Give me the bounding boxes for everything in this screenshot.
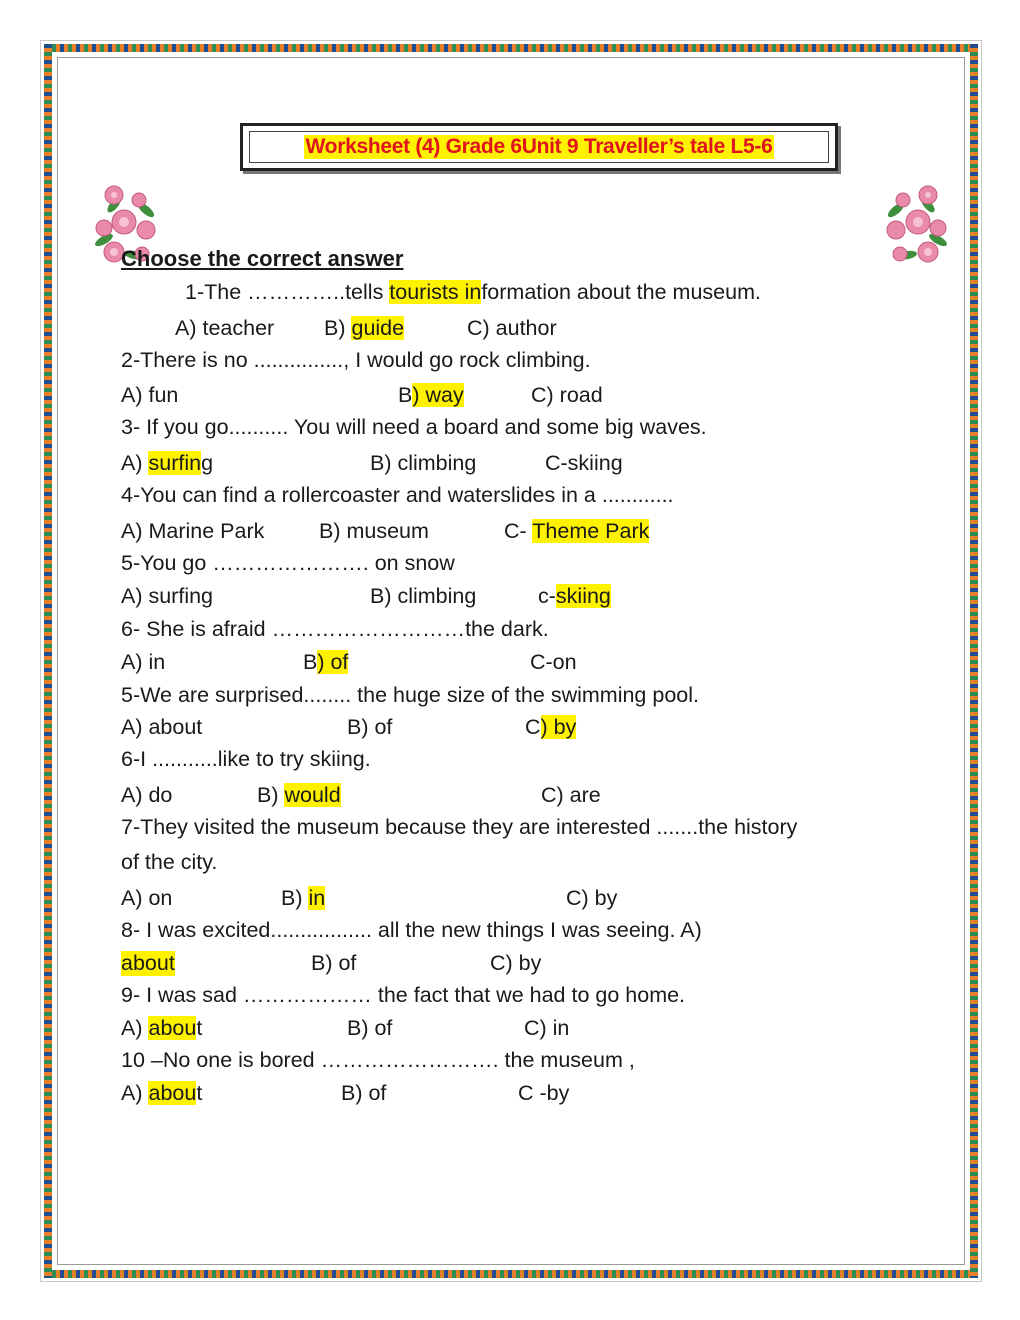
- question-8: 6-I ...........like to try skiing.: [121, 747, 371, 771]
- q3-option-b[interactable]: B) climbing: [370, 451, 477, 475]
- option-label: B): [324, 316, 352, 340]
- q1-option-c[interactable]: C) author: [467, 316, 557, 340]
- q7-option-c[interactable]: [525, 715, 576, 740]
- q6-option-b[interactable]: [303, 650, 348, 675]
- q12-option-c[interactable]: C -by: [518, 1081, 570, 1105]
- q5-option-c[interactable]: [538, 584, 611, 609]
- highlighted-answer: in: [308, 886, 326, 910]
- q4-option-a[interactable]: A) Marine Park: [121, 519, 265, 543]
- q9-option-a[interactable]: A) on: [121, 886, 173, 910]
- highlighted-answer: Theme Park: [532, 519, 650, 543]
- q8-option-a[interactable]: A) do: [121, 783, 173, 807]
- highlighted-answer: guide: [351, 316, 405, 340]
- highlighted-answer: ) way: [412, 383, 464, 407]
- highlighted-answer: abou: [148, 1016, 197, 1040]
- question-5: 5-You go …………………. on snow: [121, 551, 455, 575]
- q12-option-b[interactable]: B) of: [341, 1081, 387, 1105]
- q1-option-a[interactable]: A) teacher: [175, 316, 275, 340]
- q3-option-c[interactable]: C-skiing: [545, 451, 623, 475]
- q6-option-a[interactable]: A) in: [121, 650, 166, 674]
- q11-option-a[interactable]: [121, 1016, 202, 1041]
- q2-option-c[interactable]: C) road: [531, 383, 603, 407]
- question-2: 2-There is no ..............., I would go rock climbing.: [121, 348, 591, 372]
- option-label: t: [196, 1016, 203, 1040]
- option-label: c-: [538, 584, 556, 608]
- highlighted-answer: would: [284, 783, 341, 807]
- q9-option-c[interactable]: C) by: [566, 886, 618, 910]
- question-text: 1-The …………..tells: [185, 280, 390, 304]
- question-6: 6- She is afraid ………………………the dark.: [121, 617, 549, 641]
- flower-decoration-right-icon: [868, 180, 958, 270]
- option-label: A): [121, 1016, 149, 1040]
- option-label: A): [121, 451, 149, 475]
- border-stripe-bottom: [44, 1270, 978, 1278]
- question-1: [185, 280, 761, 305]
- option-label: A): [121, 1081, 149, 1105]
- question-3: 3- If you go.......... You will need a board and some big waves.: [121, 415, 707, 439]
- option-label: B): [281, 886, 309, 910]
- highlighted-answer: skiing: [555, 584, 611, 608]
- option-label: B): [257, 783, 285, 807]
- q6-option-c[interactable]: C-on: [530, 650, 577, 674]
- question-text: formation about the museum.: [481, 280, 761, 304]
- q2-option-b[interactable]: [398, 383, 464, 408]
- highlighted-text: tourists in: [389, 280, 482, 304]
- q2-option-a[interactable]: A) fun: [121, 383, 179, 407]
- highlighted-answer: abou: [148, 1081, 197, 1105]
- highlighted-answer: ) by: [540, 715, 577, 739]
- question-9-continued: of the city.: [121, 850, 218, 874]
- q5-option-b[interactable]: B) climbing: [370, 584, 477, 608]
- instructions-heading: Choose the correct answer: [121, 246, 404, 271]
- q10-option-a[interactable]: about: [121, 951, 175, 975]
- option-label: C-: [504, 519, 533, 543]
- option-label: B: [398, 383, 413, 407]
- border-stripe-left: [44, 44, 52, 1278]
- q10-option-b[interactable]: B) of: [311, 951, 357, 975]
- question-4: 4-You can find a rollercoaster and waterslides in a ............: [121, 483, 674, 507]
- question-7: 5-We are surprised........ the huge size of the swimming pool.: [121, 683, 699, 707]
- q7-option-b[interactable]: B) of: [347, 715, 393, 739]
- q9-option-b[interactable]: [281, 886, 325, 911]
- question-9: 7-They visited the museum because they are interested .......the history: [121, 815, 798, 839]
- q11-option-b[interactable]: B) of: [347, 1016, 393, 1040]
- q1-option-b[interactable]: [324, 316, 404, 341]
- option-label: C: [525, 715, 541, 739]
- q10-option-c[interactable]: C) by: [490, 951, 542, 975]
- q11-option-c[interactable]: C) in: [524, 1016, 570, 1040]
- question-12: 10 –No one is bored ……………………. the museum ,: [121, 1048, 635, 1072]
- q3-option-a[interactable]: [121, 451, 213, 476]
- q7-option-a[interactable]: A) about: [121, 715, 203, 739]
- option-label: g: [201, 451, 214, 475]
- q12-option-a[interactable]: [121, 1081, 202, 1106]
- option-label: t: [196, 1081, 203, 1105]
- title-box: [240, 123, 838, 171]
- highlighted-answer: surfin: [148, 451, 202, 475]
- question-10: 8- I was excited................. all the new things I was seeing. A): [121, 918, 702, 942]
- page-title: Worksheet (4) Grade 6Unit 9 Traveller’s tale L5-6: [305, 135, 773, 158]
- q8-option-b[interactable]: [257, 783, 341, 808]
- border-stripe-right: [970, 44, 978, 1278]
- q4-option-c[interactable]: [504, 519, 649, 544]
- q5-option-a[interactable]: A) surfing: [121, 584, 214, 608]
- q4-option-b[interactable]: B) museum: [319, 519, 429, 543]
- border-stripe-top: [44, 44, 978, 52]
- question-11: 9- I was sad ……………… the fact that we had to go home.: [121, 983, 686, 1007]
- option-label: B: [303, 650, 318, 674]
- highlighted-answer: ) of: [317, 650, 349, 674]
- q8-option-c[interactable]: C) are: [541, 783, 601, 807]
